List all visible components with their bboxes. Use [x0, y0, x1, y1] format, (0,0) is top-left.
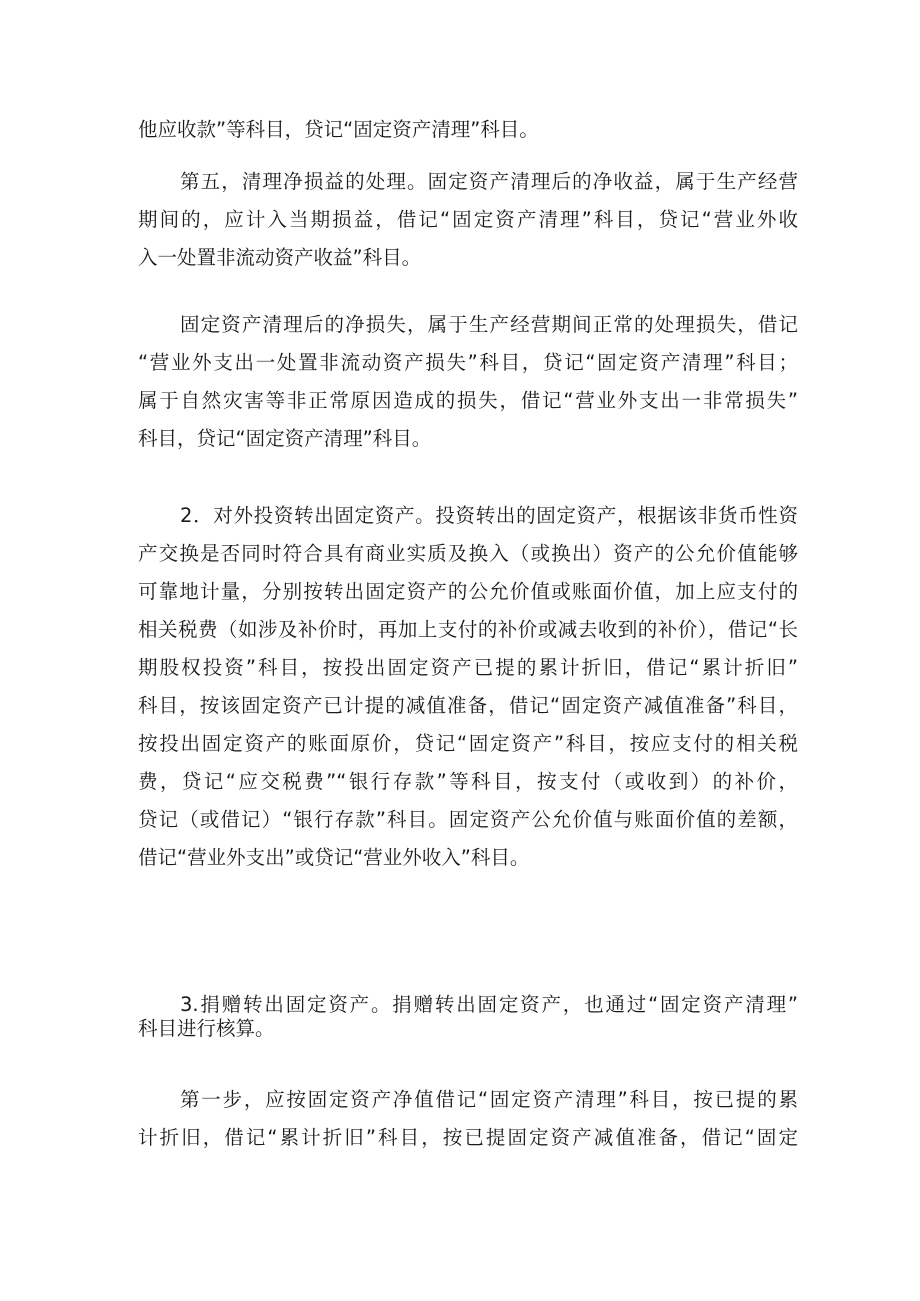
text-line: 第五，清理净损益的处理。固定资产清理后的净收益，属于生产经营	[180, 170, 798, 193]
text-line: 3.捐赠转出固定资产。捐赠转出固定资产，也通过“固定资产清理”	[180, 993, 798, 1016]
text-line: 按投出固定资产的账面原价，贷记“固定资产”科目，按应支付的相关税	[138, 732, 798, 755]
text-line: 第一步，应按固定资产净值借记“固定资产清理”科目，按已提的累	[180, 1088, 798, 1111]
paragraph-6	[138, 1081, 798, 1157]
paragraph-1	[138, 111, 798, 149]
text-line: 产交换是否同时符合具有商业实质及换入（或换出）资产的公允价值能够	[138, 542, 798, 565]
text-line: “营业外支出一处置非流动资产损失”科目，贷记“固定资产清理”科目；	[138, 351, 798, 374]
text-line: 可靠地计量，分别按转出固定资产的公允价值或账面价值，加上应支付的	[138, 580, 798, 603]
text-line: 科目，按该固定资产已计提的减值准备，借记“固定资产减值准备”科目，	[138, 694, 798, 717]
text-line: 相关税费（如涉及补价时，再加上支付的补价或减去收到的补价），借记“长	[138, 618, 798, 641]
text-line: 2．对外投资转出固定资产。投资转出的固定资产，根据该非货币性资	[180, 504, 798, 527]
text-line: 科目，贷记“固定资产清理”科目。	[138, 427, 432, 450]
text-line: 期股权投资”科目，按投出固定资产已提的累计折旧，借记“累计折旧”	[138, 656, 798, 679]
text-line: 固定资产清理后的净损失，属于生产经营期间正常的处理损失，借记	[180, 313, 798, 336]
paragraph-2	[138, 163, 798, 277]
paragraph-4	[138, 497, 798, 877]
paragraph-3	[138, 306, 798, 458]
text-line: 费，贷记“应交税费”“银行存款”等科目，按支付（或收到）的补价，	[138, 770, 798, 793]
paragraph-5	[138, 993, 798, 1041]
text-line: 借记“营业外支出”或贷记“营业外收入”科目。	[138, 846, 530, 869]
text-line: 属于自然灾害等非正常原因造成的损失，借记“营业外支出一非常损失”	[138, 389, 798, 412]
text-line: 计折旧，借记“累计折旧”科目，按已提固定资产减值准备，借记“固定	[138, 1126, 798, 1149]
text-line: 科目进行核算。	[138, 1017, 275, 1040]
text-line: 贷记（或借记）“银行存款”科目。固定资产公允价值与账面价值的差额，	[138, 808, 798, 831]
text-line: 他应收款”等科目，贷记“固定资产清理”科目。	[138, 118, 539, 141]
text-line: 入一处置非流动资产收益”科目。	[138, 246, 422, 269]
text-line: 期间的，应计入当期损益，借记“固定资产清理”科目，贷记“营业外收	[138, 208, 798, 231]
